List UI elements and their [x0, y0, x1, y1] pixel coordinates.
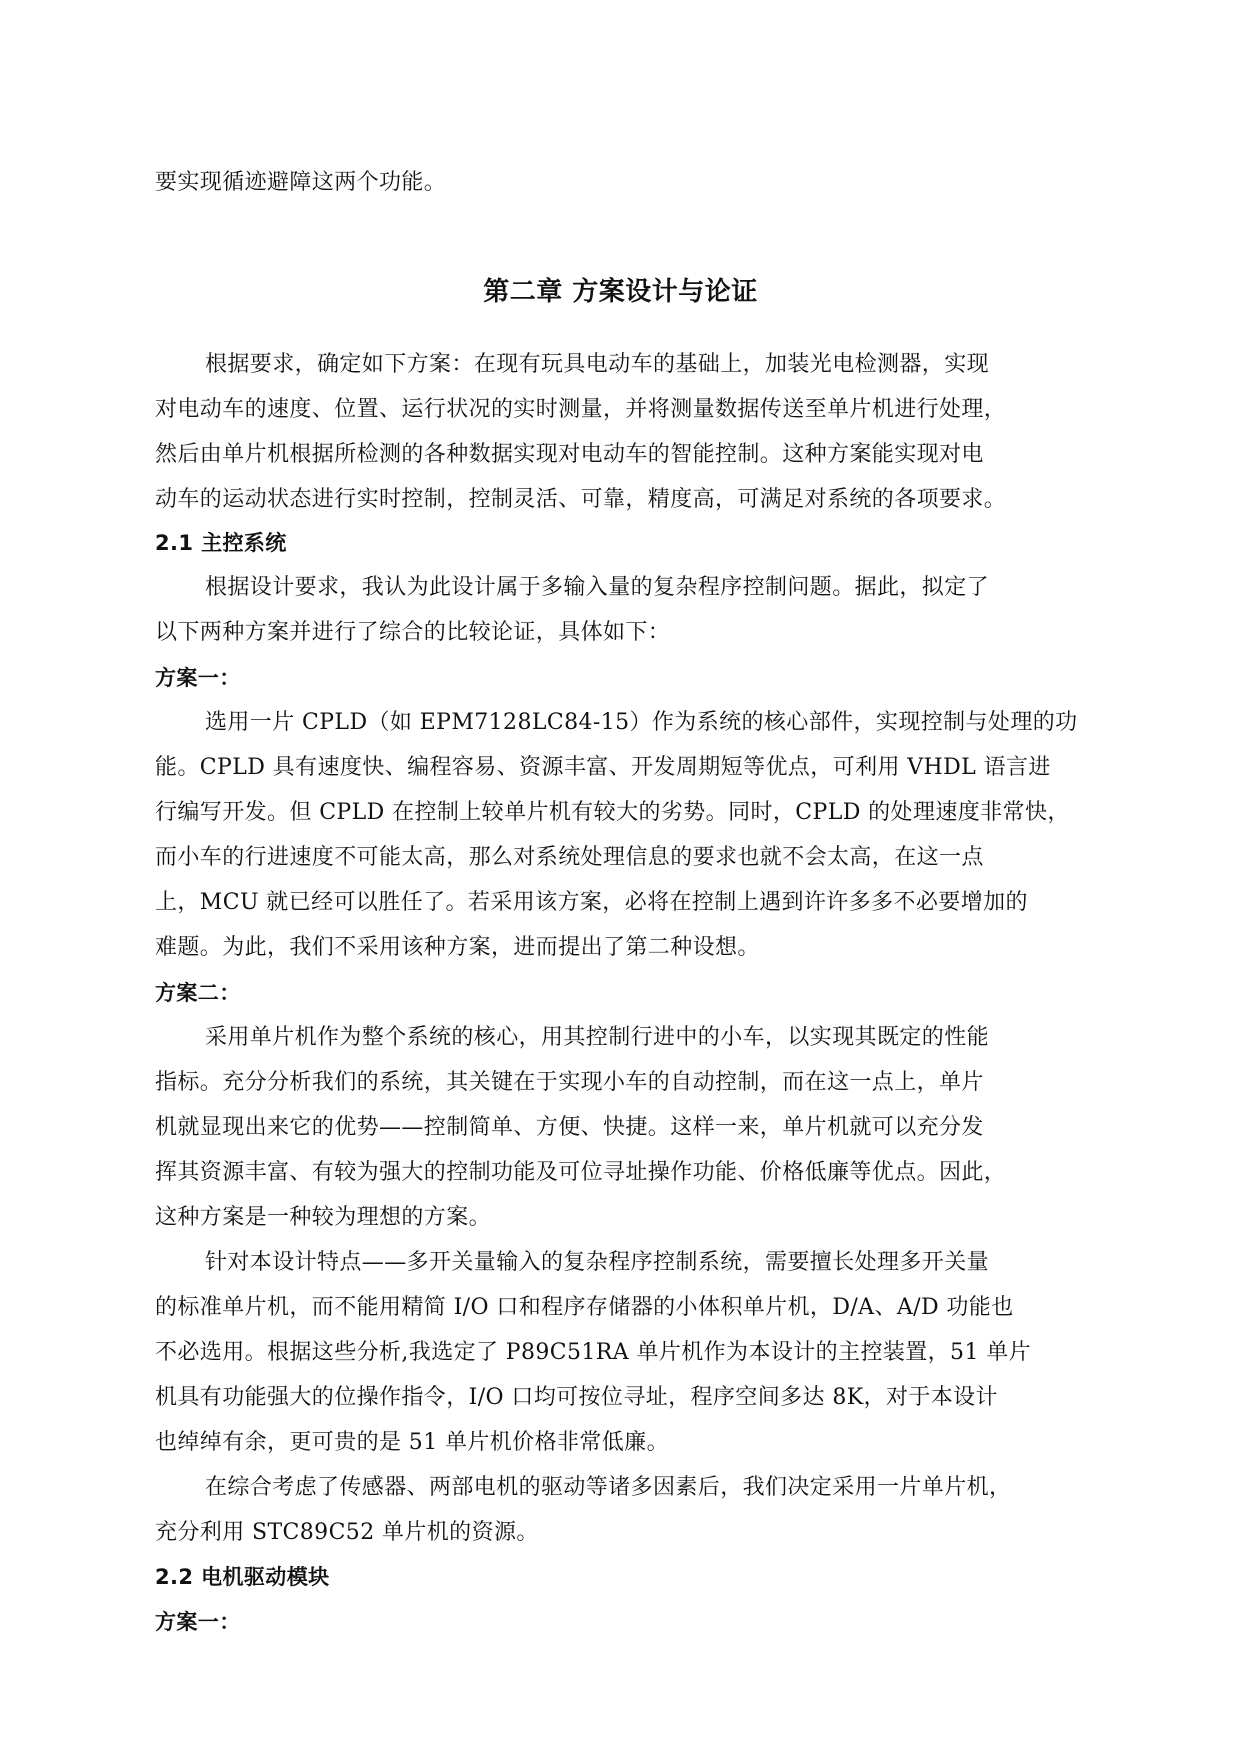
paragraph-line: 挥其资源丰富、有较为强大的控制功能及可位寻址操作功能、价格低廉等优点。因此，: [155, 1160, 1007, 1185]
paragraph-line: 指标。充分分析我们的系统，其关键在于实现小车的自动控制，而在这一点上，单片: [155, 1070, 984, 1095]
paragraph-line: 的标准单片机，而不能用精简 I/O 口和程序存储器的小体积单片机，D/A、A/D 功能也: [155, 1295, 1014, 1320]
paragraph-line: 根据设计要求，我认为此设计属于多输入量的复杂程序控制问题。据此，拟定了: [205, 575, 990, 600]
chapter-title: 第二章 方案设计与论证: [483, 277, 758, 307]
paragraph-line: 根据要求，确定如下方案：在现有玩具电动车的基础上，加装光电检测器，实现: [205, 352, 990, 377]
paragraph-line: 针对本设计特点——多开关量输入的复杂程序控制系统，需要擅长处理多开关量: [205, 1250, 990, 1275]
paragraph-line: 要实现循迹避障这两个功能。: [155, 170, 447, 195]
paragraph-line: 也绰绰有余，更可贵的是 51 单片机价格非常低廉。: [155, 1430, 669, 1455]
paragraph-line: 这种方案是一种较为理想的方案。: [155, 1205, 492, 1230]
paragraph-line: 在综合考虑了传感器、两部电机的驱动等诸多因素后，我们决定采用一片单片机，: [205, 1475, 1012, 1500]
plan-one-label-motor: 方案一：: [155, 1610, 241, 1634]
paragraph-line: 对电动车的速度、位置、运行状况的实时测量，并将测量数据传送至单片机进行处理，: [155, 397, 1007, 422]
paragraph-line: 充分利用 STC89C52 单片机的资源。: [155, 1520, 539, 1545]
section-heading-2-2: 2.2 电机驱动模块: [155, 1565, 330, 1589]
paragraph-line: 而小车的行进速度不可能太高，那么对系统处理信息的要求也就不会太高，在这一点: [155, 845, 984, 870]
paragraph-line: 行编写开发。但 CPLD 在控制上较单片机有较大的劣势。同时，CPLD 的处理速度非常快，: [155, 800, 1070, 825]
paragraph-line: 机就显现出来它的优势——控制简单、方便、快捷。这样一来，单片机就可以充分发: [155, 1115, 984, 1140]
plan-two-label: 方案二：: [155, 981, 241, 1005]
paragraph-line: 难题。为此，我们不采用该种方案，进而提出了第二种设想。: [155, 935, 760, 960]
paragraph-line: 不必选用。根据这些分析,我选定了 P89C51RA 单片机作为本设计的主控装置，51 单片: [155, 1340, 1032, 1365]
paragraph-line: 动车的运动状态进行实时控制，控制灵活、可靠，精度高，可满足对系统的各项要求。: [155, 487, 1007, 512]
paragraph-line: 机具有功能强大的位操作指令，I/O 口均可按位寻址，程序空间多达 8K，对于本设计: [155, 1385, 998, 1410]
paragraph-line: 然后由单片机根据所检测的各种数据实现对电动车的智能控制。这种方案能实现对电: [155, 442, 984, 467]
paragraph-line: 选用一片 CPLD（如 EPM7128LC84-15）作为系统的核心部件，实现控制与处理的功: [205, 710, 1078, 735]
paragraph-line: 以下两种方案并进行了综合的比较论证，具体如下：: [155, 620, 671, 645]
paragraph-line: 采用单片机作为整个系统的核心，用其控制行进中的小车，以实现其既定的性能: [205, 1025, 990, 1050]
section-heading-2-1: 2.1 主控系统: [155, 531, 287, 555]
paragraph-line: 能。CPLD 具有速度快、编程容易、资源丰富、开发周期短等优点，可利用 VHDL 语言进: [155, 755, 1051, 780]
plan-one-label: 方案一：: [155, 666, 241, 690]
paragraph-line: 上，MCU 就已经可以胜任了。若采用该方案，必将在控制上遇到许许多多不必要增加的: [155, 890, 1028, 915]
